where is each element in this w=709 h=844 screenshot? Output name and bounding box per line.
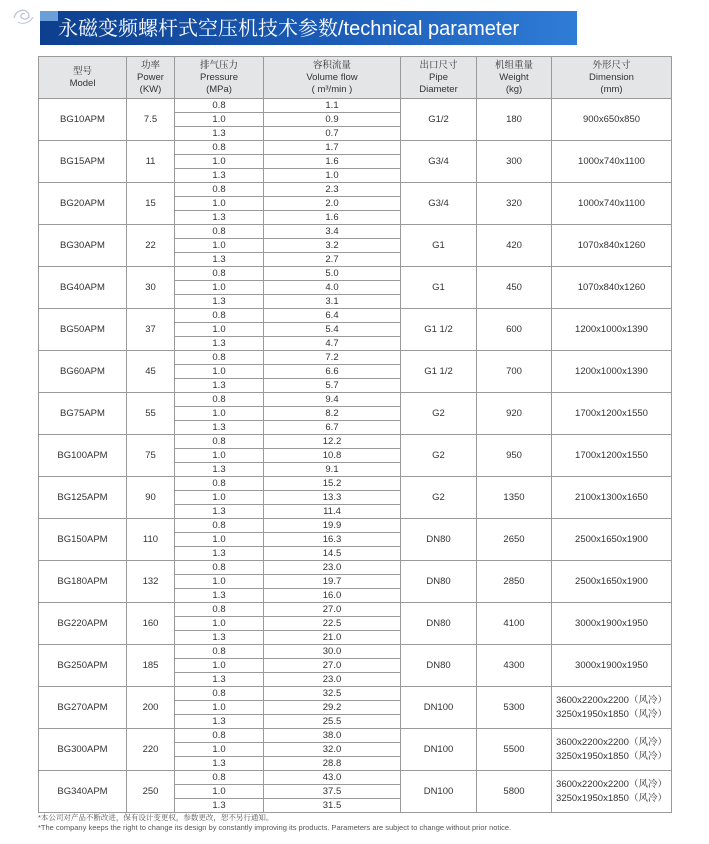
table-row <box>39 603 672 617</box>
pressure-cell: 1.3 <box>175 421 264 435</box>
pressure-cell: 1.0 <box>175 533 264 547</box>
pressure-cell: 0.8 <box>175 729 264 743</box>
power-cell: 200 <box>127 687 175 729</box>
pressure-cell: 1.3 <box>175 757 264 771</box>
pipe-cell: G2 <box>401 393 477 435</box>
pressure-cell: 1.3 <box>175 211 264 225</box>
dimension-cell <box>552 477 672 519</box>
flow-cell: 15.2 <box>264 477 401 491</box>
flow-cell: 2.0 <box>264 197 401 211</box>
pipe-cell: DN100 <box>401 729 477 771</box>
pressure-cell: 1.0 <box>175 239 264 253</box>
column-header <box>39 57 127 99</box>
dimension-cell <box>552 393 672 435</box>
flow-cell: 14.5 <box>264 547 401 561</box>
dimension-cell <box>552 519 672 561</box>
pressure-cell: 0.8 <box>175 393 264 407</box>
pressure-cell: 1.0 <box>175 617 264 631</box>
weight-cell: 1350 <box>477 477 552 519</box>
pressure-cell: 1.3 <box>175 253 264 267</box>
flow-cell: 43.0 <box>264 771 401 785</box>
flow-cell: 4.0 <box>264 281 401 295</box>
dimension-line: 1000x740x1100 <box>578 155 645 167</box>
pipe-cell: G1 <box>401 267 477 309</box>
footnote-zh: *本公司对产品不断改进，保有设计变更权，参数更改，恕不另行通知。 <box>38 813 274 822</box>
dimension-line: 3000x1900x1950 <box>575 617 648 629</box>
column-header-line: Diameter <box>419 83 458 95</box>
flow-cell: 38.0 <box>264 729 401 743</box>
pressure-cell: 0.8 <box>175 309 264 323</box>
model-cell: BG270APM <box>39 687 127 729</box>
flow-cell: 5.4 <box>264 323 401 337</box>
power-cell: 75 <box>127 435 175 477</box>
flow-cell: 7.2 <box>264 351 401 365</box>
model-cell: BG100APM <box>39 435 127 477</box>
power-cell: 22 <box>127 225 175 267</box>
dimension-cell <box>552 99 672 141</box>
flow-cell: 0.9 <box>264 113 401 127</box>
pressure-cell: 1.3 <box>175 673 264 687</box>
pressure-cell: 1.0 <box>175 281 264 295</box>
flow-cell: 27.0 <box>264 603 401 617</box>
dimension-line: 1070x840x1260 <box>577 239 646 251</box>
weight-cell: 920 <box>477 393 552 435</box>
dimension-line: 2500x1650x1900 <box>575 533 648 545</box>
flow-cell: 30.0 <box>264 645 401 659</box>
column-header <box>264 57 401 99</box>
weight-cell: 420 <box>477 225 552 267</box>
pressure-cell: 1.3 <box>175 463 264 477</box>
dimension-line: 2100x1300x1650 <box>575 491 648 503</box>
pipe-cell: DN100 <box>401 687 477 729</box>
column-header <box>127 57 175 99</box>
dimension-line: 1700x1200x1550 <box>575 449 648 461</box>
flow-cell: 1.7 <box>264 141 401 155</box>
pressure-cell: 1.0 <box>175 785 264 799</box>
pressure-cell: 1.0 <box>175 155 264 169</box>
pressure-cell: 1.3 <box>175 505 264 519</box>
dimension-cell <box>552 141 672 183</box>
flow-cell: 2.7 <box>264 253 401 267</box>
flow-cell: 1.6 <box>264 211 401 225</box>
column-header-line: Volume flow <box>306 71 358 83</box>
column-header-line: Dimension <box>589 71 634 83</box>
header-row <box>39 57 672 99</box>
column-header-line: 外形尺寸 <box>592 59 631 71</box>
pressure-cell: 0.8 <box>175 351 264 365</box>
pressure-cell: 1.0 <box>175 743 264 757</box>
pressure-cell: 1.3 <box>175 589 264 603</box>
pipe-cell: G1 <box>401 225 477 267</box>
table-row <box>39 729 672 743</box>
pressure-cell: 1.0 <box>175 407 264 421</box>
pressure-cell: 0.8 <box>175 435 264 449</box>
pressure-cell: 1.0 <box>175 575 264 589</box>
flow-cell: 3.1 <box>264 295 401 309</box>
dimension-line: 3000x1900x1950 <box>575 659 648 671</box>
power-cell: 37 <box>127 309 175 351</box>
column-header-line: (MPa) <box>206 83 232 95</box>
pressure-cell: 1.0 <box>175 449 264 463</box>
power-cell: 7.5 <box>127 99 175 141</box>
weight-cell: 5300 <box>477 687 552 729</box>
pressure-cell: 1.3 <box>175 715 264 729</box>
flow-cell: 1.6 <box>264 155 401 169</box>
flow-cell: 8.2 <box>264 407 401 421</box>
dimension-line: 3600x2200x2200（风冷） <box>556 736 667 748</box>
pipe-cell: DN80 <box>401 603 477 645</box>
pipe-cell: G2 <box>401 435 477 477</box>
table-row <box>39 267 672 281</box>
table-row <box>39 519 672 533</box>
flow-cell: 6.4 <box>264 309 401 323</box>
flow-cell: 19.7 <box>264 575 401 589</box>
pipe-cell: G1/2 <box>401 99 477 141</box>
column-header-line: 容积流量 <box>312 59 351 71</box>
flow-cell: 11.4 <box>264 505 401 519</box>
pressure-cell: 0.8 <box>175 519 264 533</box>
pressure-cell: 0.8 <box>175 603 264 617</box>
flow-cell: 2.3 <box>264 183 401 197</box>
dimension-cell <box>552 351 672 393</box>
pressure-cell: 1.3 <box>175 631 264 645</box>
dimension-line: 3600x2200x2200（风冷） <box>556 778 667 790</box>
flow-cell: 5.0 <box>264 267 401 281</box>
dimension-cell <box>552 267 672 309</box>
column-header <box>477 57 552 99</box>
dimension-line: 3250x1950x1850（风冷） <box>556 750 667 762</box>
power-cell: 160 <box>127 603 175 645</box>
column-header-line: ( m³/min ) <box>311 83 353 95</box>
pressure-cell: 0.8 <box>175 183 264 197</box>
column-header-line: 出口尺寸 <box>419 59 458 71</box>
power-cell: 55 <box>127 393 175 435</box>
pipe-cell: G1 1/2 <box>401 309 477 351</box>
flow-cell: 21.0 <box>264 631 401 645</box>
pressure-cell: 0.8 <box>175 687 264 701</box>
pressure-cell: 1.0 <box>175 365 264 379</box>
flow-cell: 6.6 <box>264 365 401 379</box>
table-row <box>39 309 672 323</box>
weight-cell: 5800 <box>477 771 552 813</box>
flow-cell: 13.3 <box>264 491 401 505</box>
table-row <box>39 771 672 785</box>
pipe-cell: G1 1/2 <box>401 351 477 393</box>
dimension-line: 3250x1950x1850（风冷） <box>556 792 667 804</box>
dimension-cell <box>552 603 672 645</box>
dimension-cell <box>552 183 672 225</box>
pipe-cell: DN100 <box>401 771 477 813</box>
weight-cell: 320 <box>477 183 552 225</box>
flow-cell: 22.5 <box>264 617 401 631</box>
power-cell: 30 <box>127 267 175 309</box>
pressure-cell: 1.3 <box>175 169 264 183</box>
weight-cell: 4100 <box>477 603 552 645</box>
dimension-line: 3600x2200x2200（风冷） <box>556 694 667 706</box>
dimension-line: 1700x1200x1550 <box>575 407 648 419</box>
pressure-cell: 1.0 <box>175 323 264 337</box>
column-header <box>175 57 264 99</box>
flow-cell: 28.8 <box>264 757 401 771</box>
dimension-line: 1070x840x1260 <box>577 281 646 293</box>
dimension-line: 3250x1950x1850（风冷） <box>556 708 667 720</box>
pressure-cell: 0.8 <box>175 141 264 155</box>
swirl-logo-icon <box>12 6 36 26</box>
table-row <box>39 435 672 449</box>
table-row <box>39 351 672 365</box>
column-header-line: Pressure <box>199 71 238 83</box>
spec-table <box>38 56 672 813</box>
weight-cell: 600 <box>477 309 552 351</box>
table-row <box>39 687 672 701</box>
dimension-line: 1200x1000x1390 <box>575 365 648 377</box>
weight-cell: 180 <box>477 99 552 141</box>
weight-cell: 700 <box>477 351 552 393</box>
pressure-cell: 1.0 <box>175 113 264 127</box>
power-cell: 15 <box>127 183 175 225</box>
flow-cell: 3.4 <box>264 225 401 239</box>
flow-cell: 9.4 <box>264 393 401 407</box>
table-row <box>39 225 672 239</box>
dimension-line: 2500x1650x1900 <box>575 575 648 587</box>
table-row <box>39 141 672 155</box>
power-cell: 110 <box>127 519 175 561</box>
pressure-cell: 0.8 <box>175 645 264 659</box>
weight-cell: 450 <box>477 267 552 309</box>
model-cell: BG10APM <box>39 99 127 141</box>
table-row <box>39 99 672 113</box>
pressure-cell: 0.8 <box>175 771 264 785</box>
pipe-cell: G3/4 <box>401 141 477 183</box>
flow-cell: 9.1 <box>264 463 401 477</box>
pressure-cell: 1.3 <box>175 295 264 309</box>
dimension-line: 900x650x850 <box>582 113 641 125</box>
pressure-cell: 1.0 <box>175 197 264 211</box>
flow-cell: 1.1 <box>264 99 401 113</box>
column-header <box>552 57 672 99</box>
flow-cell: 3.2 <box>264 239 401 253</box>
table-body <box>39 99 672 813</box>
model-cell: BG20APM <box>39 183 127 225</box>
pressure-cell: 1.3 <box>175 547 264 561</box>
dimension-line: 1200x1000x1390 <box>575 323 648 335</box>
flow-cell: 19.9 <box>264 519 401 533</box>
model-cell: BG300APM <box>39 729 127 771</box>
table-row <box>39 561 672 575</box>
pipe-cell: DN80 <box>401 561 477 603</box>
flow-cell: 1.0 <box>264 169 401 183</box>
table-row <box>39 183 672 197</box>
weight-cell: 950 <box>477 435 552 477</box>
column-header-line: Weight <box>499 71 529 83</box>
pressure-cell: 1.3 <box>175 799 264 813</box>
weight-cell: 2850 <box>477 561 552 603</box>
flow-cell: 25.5 <box>264 715 401 729</box>
table-row <box>39 645 672 659</box>
pressure-cell: 1.3 <box>175 379 264 393</box>
model-cell: BG75APM <box>39 393 127 435</box>
flow-cell: 32.5 <box>264 687 401 701</box>
power-cell: 11 <box>127 141 175 183</box>
flow-cell: 27.0 <box>264 659 401 673</box>
flow-cell: 37.5 <box>264 785 401 799</box>
model-cell: BG50APM <box>39 309 127 351</box>
model-cell: BG15APM <box>39 141 127 183</box>
table-row <box>39 393 672 407</box>
model-cell: BG250APM <box>39 645 127 687</box>
power-cell: 185 <box>127 645 175 687</box>
dimension-line: 1000x740x1100 <box>578 197 645 209</box>
column-header-line: 型号 <box>72 65 92 77</box>
flow-cell: 5.7 <box>264 379 401 393</box>
dimension-cell <box>552 771 672 813</box>
pipe-cell: DN80 <box>401 519 477 561</box>
weight-cell: 5500 <box>477 729 552 771</box>
pressure-cell: 1.0 <box>175 491 264 505</box>
power-cell: 90 <box>127 477 175 519</box>
column-header-line: (kg) <box>505 83 523 95</box>
power-cell: 45 <box>127 351 175 393</box>
model-cell: BG60APM <box>39 351 127 393</box>
dimension-cell <box>552 309 672 351</box>
footnote-en: *The company keeps the right to change its design by constantly improving its products. Parameters are subject to change without prior notice. <box>38 823 512 832</box>
flow-cell: 32.0 <box>264 743 401 757</box>
flow-cell: 12.2 <box>264 435 401 449</box>
power-cell: 220 <box>127 729 175 771</box>
column-header <box>401 57 477 99</box>
model-cell: BG125APM <box>39 477 127 519</box>
flow-cell: 16.3 <box>264 533 401 547</box>
pipe-cell: DN80 <box>401 645 477 687</box>
model-cell: BG30APM <box>39 225 127 267</box>
column-header-line: 功率 <box>140 59 160 71</box>
dimension-cell <box>552 729 672 771</box>
weight-cell: 4300 <box>477 645 552 687</box>
model-cell: BG40APM <box>39 267 127 309</box>
flow-cell: 16.0 <box>264 589 401 603</box>
flow-cell: 23.0 <box>264 673 401 687</box>
model-cell: BG220APM <box>39 603 127 645</box>
pressure-cell: 0.8 <box>175 225 264 239</box>
page-title: 永磁变频螺杆式空压机技术参数/technical parameter <box>58 18 520 40</box>
flow-cell: 10.8 <box>264 449 401 463</box>
dimension-cell <box>552 687 672 729</box>
column-header-line: Pipe <box>428 71 448 83</box>
pipe-cell: G3/4 <box>401 183 477 225</box>
pressure-cell: 0.8 <box>175 99 264 113</box>
model-cell: BG180APM <box>39 561 127 603</box>
model-cell: BG150APM <box>39 519 127 561</box>
column-header-line: (KW) <box>139 83 162 95</box>
weight-cell: 2650 <box>477 519 552 561</box>
power-cell: 132 <box>127 561 175 603</box>
dimension-cell <box>552 435 672 477</box>
pressure-cell: 0.8 <box>175 477 264 491</box>
pressure-cell: 1.3 <box>175 127 264 141</box>
dimension-cell <box>552 645 672 687</box>
weight-cell: 300 <box>477 141 552 183</box>
table-row <box>39 477 672 491</box>
dimension-cell <box>552 561 672 603</box>
dimension-cell <box>552 225 672 267</box>
flow-cell: 4.7 <box>264 337 401 351</box>
flow-cell: 31.5 <box>264 799 401 813</box>
flow-cell: 23.0 <box>264 561 401 575</box>
banner-accent-tab <box>40 11 58 21</box>
pressure-cell: 0.8 <box>175 267 264 281</box>
model-cell: BG340APM <box>39 771 127 813</box>
flow-cell: 0.7 <box>264 127 401 141</box>
column-header-line: (mm) <box>600 83 623 95</box>
pressure-cell: 1.3 <box>175 337 264 351</box>
column-header-line: Power <box>137 71 164 83</box>
flow-cell: 6.7 <box>264 421 401 435</box>
pressure-cell: 1.0 <box>175 659 264 673</box>
column-header-line: Model <box>69 77 96 89</box>
power-cell: 250 <box>127 771 175 813</box>
pressure-cell: 0.8 <box>175 561 264 575</box>
column-header-line: 机组重量 <box>494 59 533 71</box>
pipe-cell: G2 <box>401 477 477 519</box>
flow-cell: 29.2 <box>264 701 401 715</box>
pressure-cell: 1.0 <box>175 701 264 715</box>
column-header-line: 排气压力 <box>199 59 238 71</box>
